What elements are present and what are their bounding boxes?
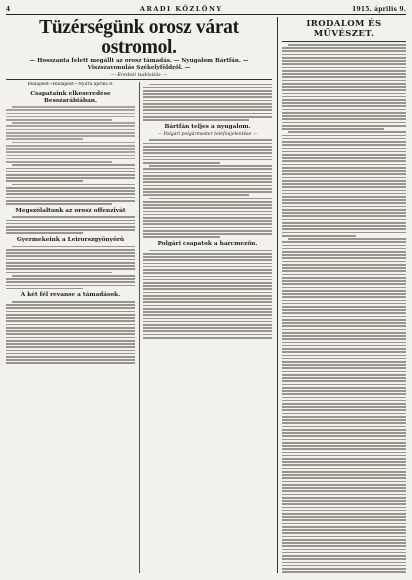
section-title: Bártfán teljes a nyugalom.: [164, 123, 251, 130]
section-title: Polgári csapatok a harcmezőn.: [157, 241, 258, 248]
article-dateline: — Eredeti tudósitás —: [6, 72, 272, 80]
section-title: Csapataink elkeseredése Besszarábiában.: [30, 90, 111, 104]
publication-name: ARADI KÖZLÖNY: [139, 5, 223, 13]
issue-date: 1915. április 9.: [352, 6, 406, 13]
main-article: [6, 17, 272, 573]
column-dateline: Budapest—Budapest—Nyitra április 8.: [27, 82, 114, 87]
body-text-block: [6, 246, 135, 290]
subhead: — Hosszanta felett megállt az orosz támadás. — Nyugalom Bártfán. — Viszszavonulás Székelyföldről. —: [29, 58, 249, 71]
body-text-block: [143, 139, 272, 238]
headline: Tüzérségünk orosz várat ostromol.: [39, 17, 239, 58]
page-number: 4: [6, 6, 11, 13]
body-text-block: [282, 44, 406, 573]
newspaper-page: [6, 4, 406, 572]
body-text-block: [6, 301, 135, 364]
section-title: A két fél revanse a támadások.: [20, 292, 121, 299]
section-title: Megszólaltunk az orosz offenzivát: [15, 207, 126, 214]
body-text-block: [143, 84, 272, 121]
body-text-block: [6, 106, 135, 205]
article-column-left: [6, 82, 135, 573]
column-title: IRODALOM ÉS MŰVÉSZET.: [282, 17, 406, 42]
body-text-block: [143, 250, 272, 339]
section-title: Gyermekeink a Leirorszgyönyörű: [16, 237, 125, 244]
section-subtitle: — Polgári polgármester telefonjelentése —: [157, 131, 258, 137]
article-column-right: [139, 82, 272, 573]
body-text-block: [6, 216, 135, 234]
page-header: [6, 4, 406, 15]
literature-column: [277, 17, 406, 573]
